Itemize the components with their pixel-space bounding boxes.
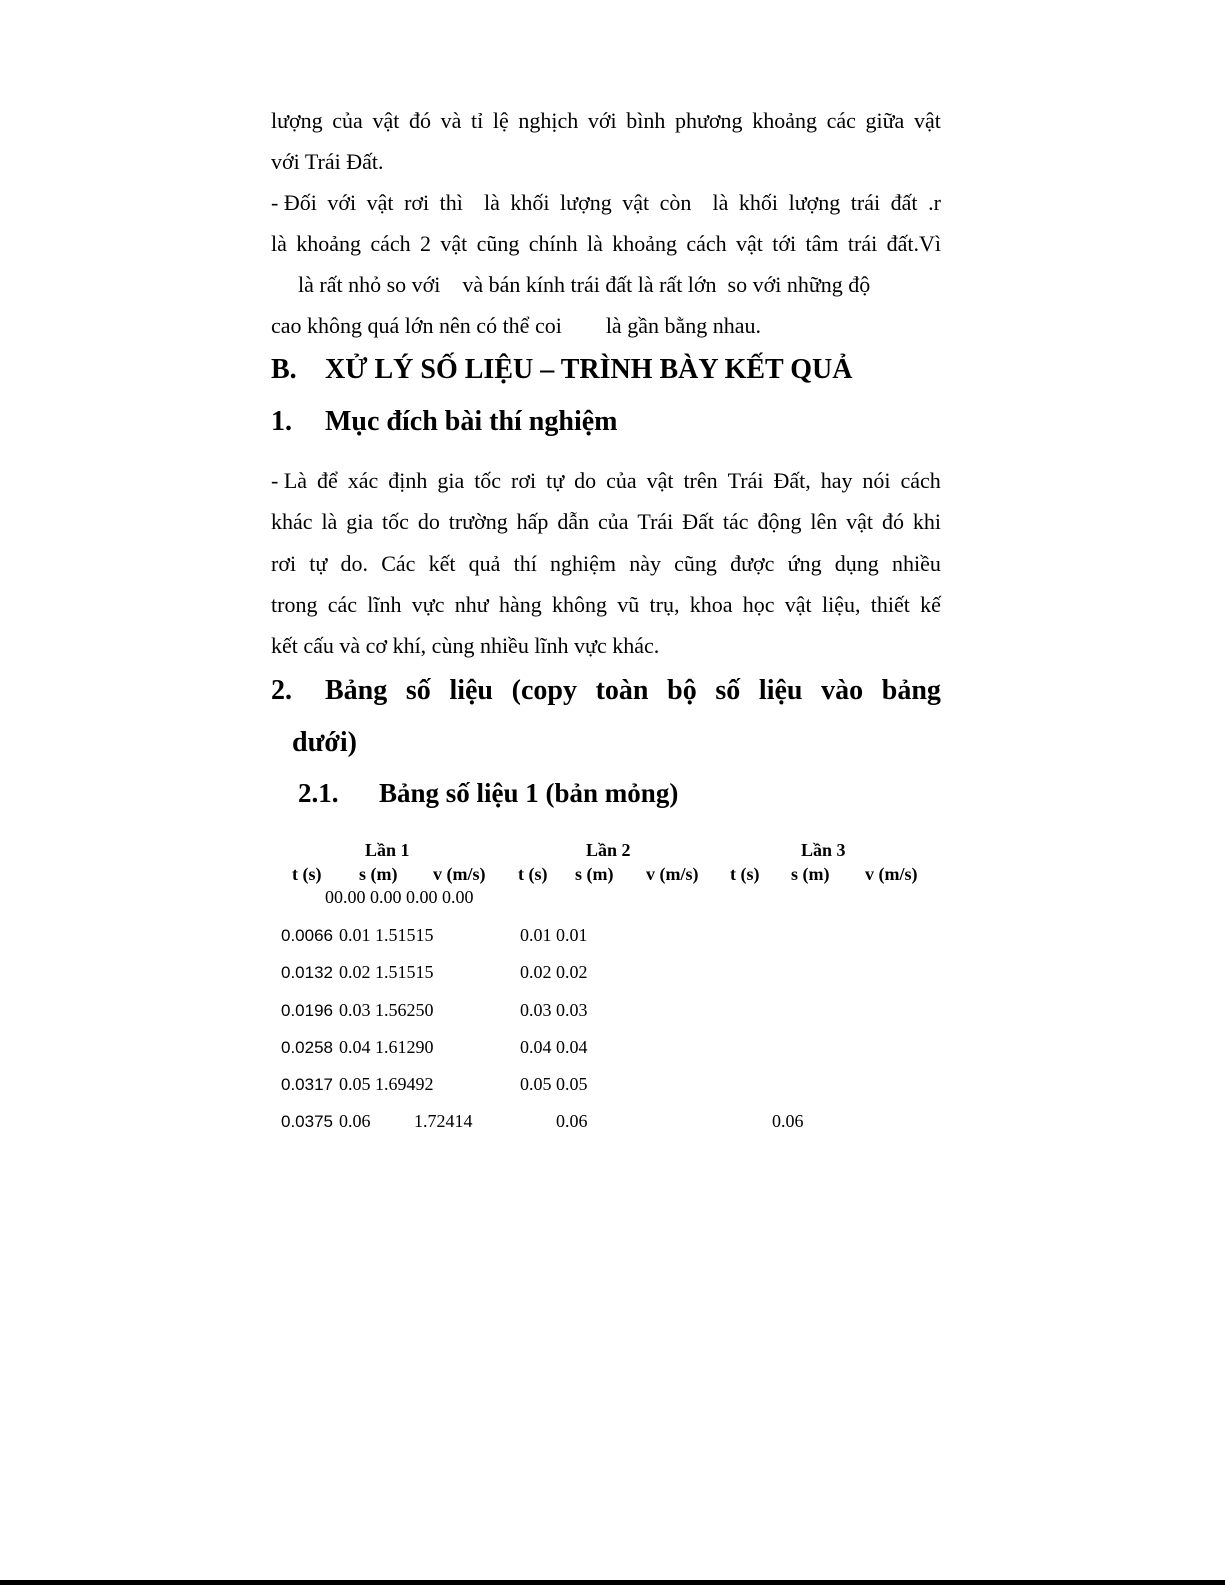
heading-2-number: 2. <box>271 675 292 706</box>
word: vật <box>622 190 650 215</box>
word: cách <box>900 468 941 493</box>
word: như <box>454 592 489 617</box>
table-row-3-t: 0.0196 <box>281 1001 333 1020</box>
word: bảng <box>881 675 941 706</box>
word: vật <box>846 509 874 534</box>
word: Các <box>381 551 416 576</box>
word: và <box>440 108 462 133</box>
word: Bảng <box>325 675 388 706</box>
word: là <box>483 190 500 215</box>
para2-line4: cao không quá lớn nên có thể coi là gần bằng nhau. <box>271 313 761 338</box>
para1-line2: với Trái Đất. <box>271 149 384 174</box>
word: đó <box>408 108 431 133</box>
para3-line1 <box>271 468 941 494</box>
word: số <box>405 675 431 706</box>
word: số <box>715 675 741 706</box>
word: do <box>417 509 440 534</box>
table-row-6-v: 1.72414 <box>414 1111 473 1131</box>
heading-1-number: 1. <box>271 406 292 437</box>
word: trường <box>448 509 508 534</box>
word: khoảng <box>612 231 678 256</box>
table-row-5-values: 0.05 1.69492 <box>339 1074 434 1094</box>
word: toàn <box>595 675 649 706</box>
table-row-6-s: 0.06 <box>339 1111 371 1131</box>
word: khối <box>738 190 779 215</box>
col-header-v-1: v (m/s) <box>433 864 486 884</box>
word: hàng <box>498 592 542 617</box>
col-header-t-2: t (s) <box>518 864 548 884</box>
col-header-t-3: t (s) <box>730 864 760 884</box>
word: trái <box>847 231 878 256</box>
word: học <box>742 592 775 617</box>
word: vực <box>411 592 445 617</box>
word: kế <box>920 592 941 617</box>
word: tự <box>546 468 565 493</box>
word: của <box>606 468 637 493</box>
word: lượng <box>788 190 841 215</box>
heading-1-title: Mục đích bài thí nghiệm <box>325 406 618 437</box>
word: quả <box>468 551 501 576</box>
heading-2-1-title: Bảng số liệu 1 (bản mỏng) <box>379 778 679 808</box>
heading-2-1-number: 2.1. <box>298 778 339 808</box>
table-row-1-run2: 0.01 0.01 <box>520 925 588 945</box>
word: lượng <box>271 108 323 133</box>
word: các <box>327 592 358 617</box>
para3-line3 <box>271 551 941 577</box>
word: vật <box>366 190 394 215</box>
word: khi <box>912 509 941 534</box>
table-row-4-values: 0.04 1.61290 <box>339 1037 434 1057</box>
word: phương <box>675 108 743 133</box>
para1-line1 <box>271 108 941 134</box>
word: hấp <box>516 509 549 534</box>
col-header-v-3: v (m/s) <box>865 864 918 884</box>
word: Đất, <box>773 468 811 493</box>
word: đó <box>881 509 904 534</box>
word: 2 <box>420 231 432 256</box>
word: định <box>388 468 428 493</box>
word: tâm <box>805 231 839 256</box>
word: dẫn <box>557 509 590 534</box>
word: đất.Vì <box>886 231 941 256</box>
word: các <box>826 108 856 133</box>
word: ứng <box>787 551 822 576</box>
word: thiết <box>870 592 910 617</box>
para3-line5: kết cấu và cơ khí, cùng nhiều lĩnh vực khác. <box>271 633 660 658</box>
word: lĩnh <box>367 592 402 617</box>
word: vũ <box>617 592 640 617</box>
word: là <box>712 190 729 215</box>
table-row-5-run2: 0.05 0.05 <box>520 1074 588 1094</box>
word: - Là <box>271 468 308 493</box>
word: .r <box>928 190 941 215</box>
word: tỉ <box>470 108 484 133</box>
word: được <box>730 551 775 576</box>
word: (copy <box>511 675 577 706</box>
word: với <box>327 190 357 215</box>
word: gia <box>346 509 374 534</box>
word: lệ <box>492 108 509 133</box>
table-row-zero: 00.00 0.00 0.00 0.00 <box>325 887 474 907</box>
table-row-2-t: 0.0132 <box>281 963 333 982</box>
word: trong <box>271 592 318 617</box>
table-row-2-run2: 0.02 0.02 <box>520 962 588 982</box>
word: khối <box>510 190 550 215</box>
word: rơi <box>271 551 297 576</box>
para2-line3: là rất nhỏ so với và bán kính trái đất là rất lớn so với những độ <box>298 272 871 297</box>
word: tác <box>722 509 749 534</box>
col-header-s-3: s (m) <box>791 864 830 884</box>
group-header-lan-1: Lần 1 <box>365 840 410 860</box>
word: vật <box>736 231 763 256</box>
word: dụng <box>834 551 879 576</box>
word: trụ, <box>649 592 680 617</box>
table-row-3-run2: 0.03 0.03 <box>520 1000 588 1020</box>
word: bình <box>626 108 666 133</box>
word: đất <box>890 190 918 215</box>
col-header-v-2: v (m/s) <box>646 864 699 884</box>
word: tốc <box>382 509 409 534</box>
table-row-3-values: 0.03 1.56250 <box>339 1000 434 1020</box>
word: còn <box>659 190 692 215</box>
word: vật <box>440 231 468 256</box>
table-row-5-t: 0.0317 <box>281 1075 333 1094</box>
word: khoảng <box>752 108 817 133</box>
word: của <box>597 509 629 534</box>
heading-b-number: B. <box>271 354 297 385</box>
word: hay <box>820 468 853 493</box>
word: nhiều <box>891 551 941 576</box>
word: lượng <box>560 190 612 215</box>
word: không <box>551 592 607 617</box>
table-row-4-run2: 0.04 0.04 <box>520 1037 588 1057</box>
table-row-6-s-run3: 0.06 <box>772 1111 804 1131</box>
word: cũng <box>476 231 520 256</box>
table-row-2-values: 0.02 1.51515 <box>339 962 434 982</box>
word: trái <box>850 190 881 215</box>
word: lên <box>810 509 838 534</box>
word: khác <box>271 509 313 534</box>
word: - Đối <box>271 190 317 215</box>
heading-b-title: XỬ LÝ SỐ LIỆU – TRÌNH BÀY KẾT QUẢ <box>325 354 853 385</box>
word: trên <box>683 468 718 493</box>
word: động <box>757 509 802 534</box>
word: của <box>332 108 363 133</box>
word: do. <box>340 551 368 576</box>
col-header-t-1: t (s) <box>292 864 322 884</box>
word: vật <box>646 468 674 493</box>
word: giữa <box>865 108 905 133</box>
word: cách <box>686 231 727 256</box>
word: rơi <box>511 468 537 493</box>
word: bộ <box>667 675 697 706</box>
word: do <box>574 468 597 493</box>
word: liệu <box>449 675 493 706</box>
table-row-1-t: 0.0066 <box>281 926 333 945</box>
group-header-lan-3: Lần 3 <box>801 840 846 860</box>
word: tới <box>772 231 797 256</box>
word: thì <box>439 190 463 215</box>
word: tốc <box>474 468 502 493</box>
word: này <box>629 551 661 576</box>
word: khoa <box>689 592 733 617</box>
word: vật <box>372 108 400 133</box>
word: Đất <box>682 509 714 534</box>
word: vật <box>784 592 812 617</box>
word: vật <box>913 108 941 133</box>
col-header-s-1: s (m) <box>359 864 398 884</box>
word: rơi <box>404 190 430 215</box>
word: để <box>317 468 338 493</box>
table-row-1-values: 0.01 1.51515 <box>339 925 434 945</box>
word: là <box>321 509 338 534</box>
word: là <box>271 231 287 256</box>
word: liệu <box>758 675 803 706</box>
word: nói <box>862 468 891 493</box>
word: tự <box>309 551 328 576</box>
word: Trái <box>637 509 674 534</box>
word: nghịch <box>518 108 579 133</box>
word: liệu, <box>821 592 861 617</box>
table-row-6-s-run2: 0.06 <box>556 1111 588 1131</box>
word: Trái <box>727 468 764 493</box>
word: nghiệm <box>550 551 617 576</box>
word: cũng <box>674 551 717 576</box>
word: thí <box>513 551 537 576</box>
group-header-lan-2: Lần 2 <box>586 840 631 860</box>
word: cách <box>370 231 411 256</box>
heading-2-title <box>325 675 941 707</box>
word: xác <box>347 468 379 493</box>
para3-line2 <box>271 509 941 535</box>
page-bottom-border <box>0 1580 1225 1585</box>
para3-line4 <box>271 592 941 618</box>
word: với <box>587 108 617 133</box>
word: khoảng <box>296 231 362 256</box>
word: là <box>587 231 603 256</box>
para2-line1 <box>271 190 941 216</box>
word: chính <box>528 231 578 256</box>
word: gia <box>437 468 465 493</box>
table-row-6-t: 0.0375 <box>281 1112 333 1131</box>
word: kết <box>428 551 456 576</box>
col-header-s-2: s (m) <box>575 864 614 884</box>
para2-line2 <box>271 231 941 257</box>
heading-2-continuation: dưới) <box>292 727 357 758</box>
table-row-4-t: 0.0258 <box>281 1038 333 1057</box>
word: vào <box>821 675 864 706</box>
